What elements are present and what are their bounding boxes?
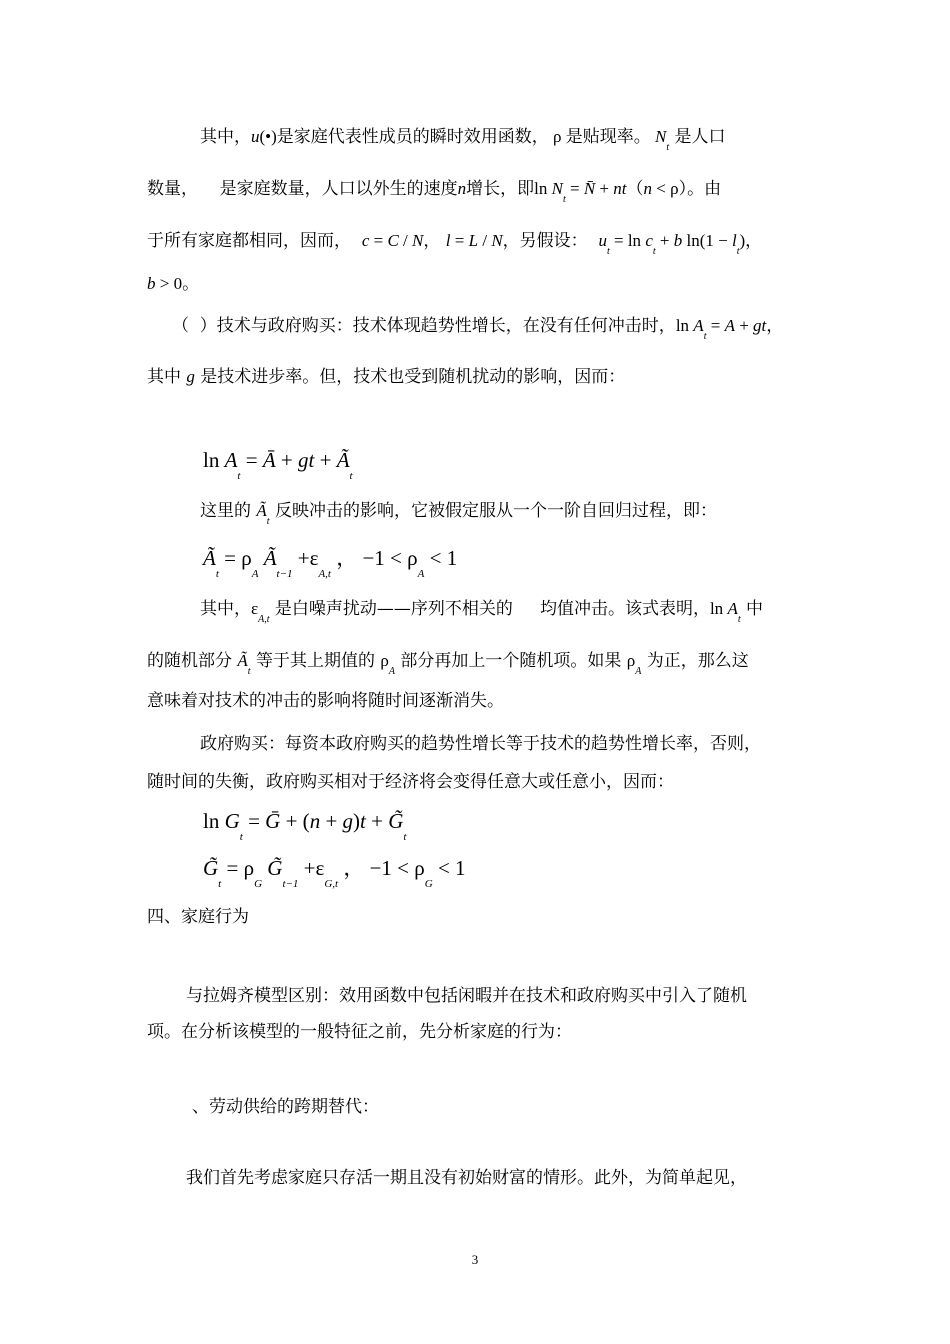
text-line: 与拉姆齐模型区别：效用函数中包括闲暇并在技术和政府购买中引入了随机: [186, 986, 747, 1006]
text-line: 项。在分析该模型的一般特征之前，先分析家庭的行为：: [147, 1022, 572, 1042]
page-number: 3: [471, 1252, 479, 1267]
equation-ln-g: $\ln G_t$ = Ḡ + $(n + g)t + G̃_t$: [203, 809, 407, 843]
text-line: 政府购买：每资本政府购买的趋势性增长等于技术的趋势性增长率，否则，: [200, 734, 761, 754]
text-line: 随时间的失衡，政府购买相对于经济将会变得任意大或任意小，因而：: [147, 772, 674, 792]
text-line: 的随机部分 $Ã_t$ 等于其上期值的 $\rho_A$ 部分再加上一个随机项。如果 $\rho_A$ 为正，那么这: [147, 651, 749, 677]
equation-g-tilde: $G̃_t = \rho_G$ $G̃_{t-1} +\varepsilon_{G,t}$ ， $-1 < \rho_G < 1$: [203, 856, 466, 890]
text-line: 其中，u(•)是家庭代表性成员的瞬时效用函数， ρ 是贴现率。 $N_t$ 是人口: [200, 127, 726, 153]
text-line: 于所有家庭都相同，因而， c = C / N， l = L / N，另假设： $u_t = \ln c_t + b$ $\ln(1 - l_t)$，: [147, 231, 763, 257]
section-heading: 四、家庭行为: [147, 907, 249, 927]
text-line: 我们首先考虑家庭只存活一期且没有初始财富的情形。此外，为简单起见，: [186, 1168, 747, 1188]
subsection-heading: 、劳动供给的跨期替代：: [192, 1097, 379, 1117]
equation-a-tilde: $Ã_t = \rho_A$ $Ã_{t-1} +\varepsilon_{A,t}$ ， $-1 < \rho_A < 1$: [203, 546, 458, 580]
text-line: 意味着对技术的冲击的影响将随时间逐渐消失。: [147, 691, 504, 711]
text-line: 其中，$\varepsilon_{A,t}$ 是白噪声扰动——序列不相关的 均值冲击。该式表明，$\ln A_t$ 中: [200, 599, 764, 625]
equation-ln-a: $\ln A_t$ = Ā + gt + $Ã_t$: [203, 448, 353, 482]
text-line: 其中 g 是技术进步率。但，技术也受到随机扰动的影响，因而：: [147, 367, 626, 387]
text-line: b > 0。: [147, 274, 200, 294]
text-line: 数量， 是家庭数量，人口以外生的速度n增长，即$\ln N_t$ = N̄ + nt（n < ρ）。由: [147, 179, 722, 205]
text-line: 这里的 $Ã_t$ 反映冲击的影响，它被假定服从一个一阶自回归过程，即：: [200, 501, 717, 527]
text-line: （ ）技术与政府购买：技术体现趋势性增长，在没有任何冲击时，$\ln A_t = A$ + gt，: [172, 316, 784, 342]
